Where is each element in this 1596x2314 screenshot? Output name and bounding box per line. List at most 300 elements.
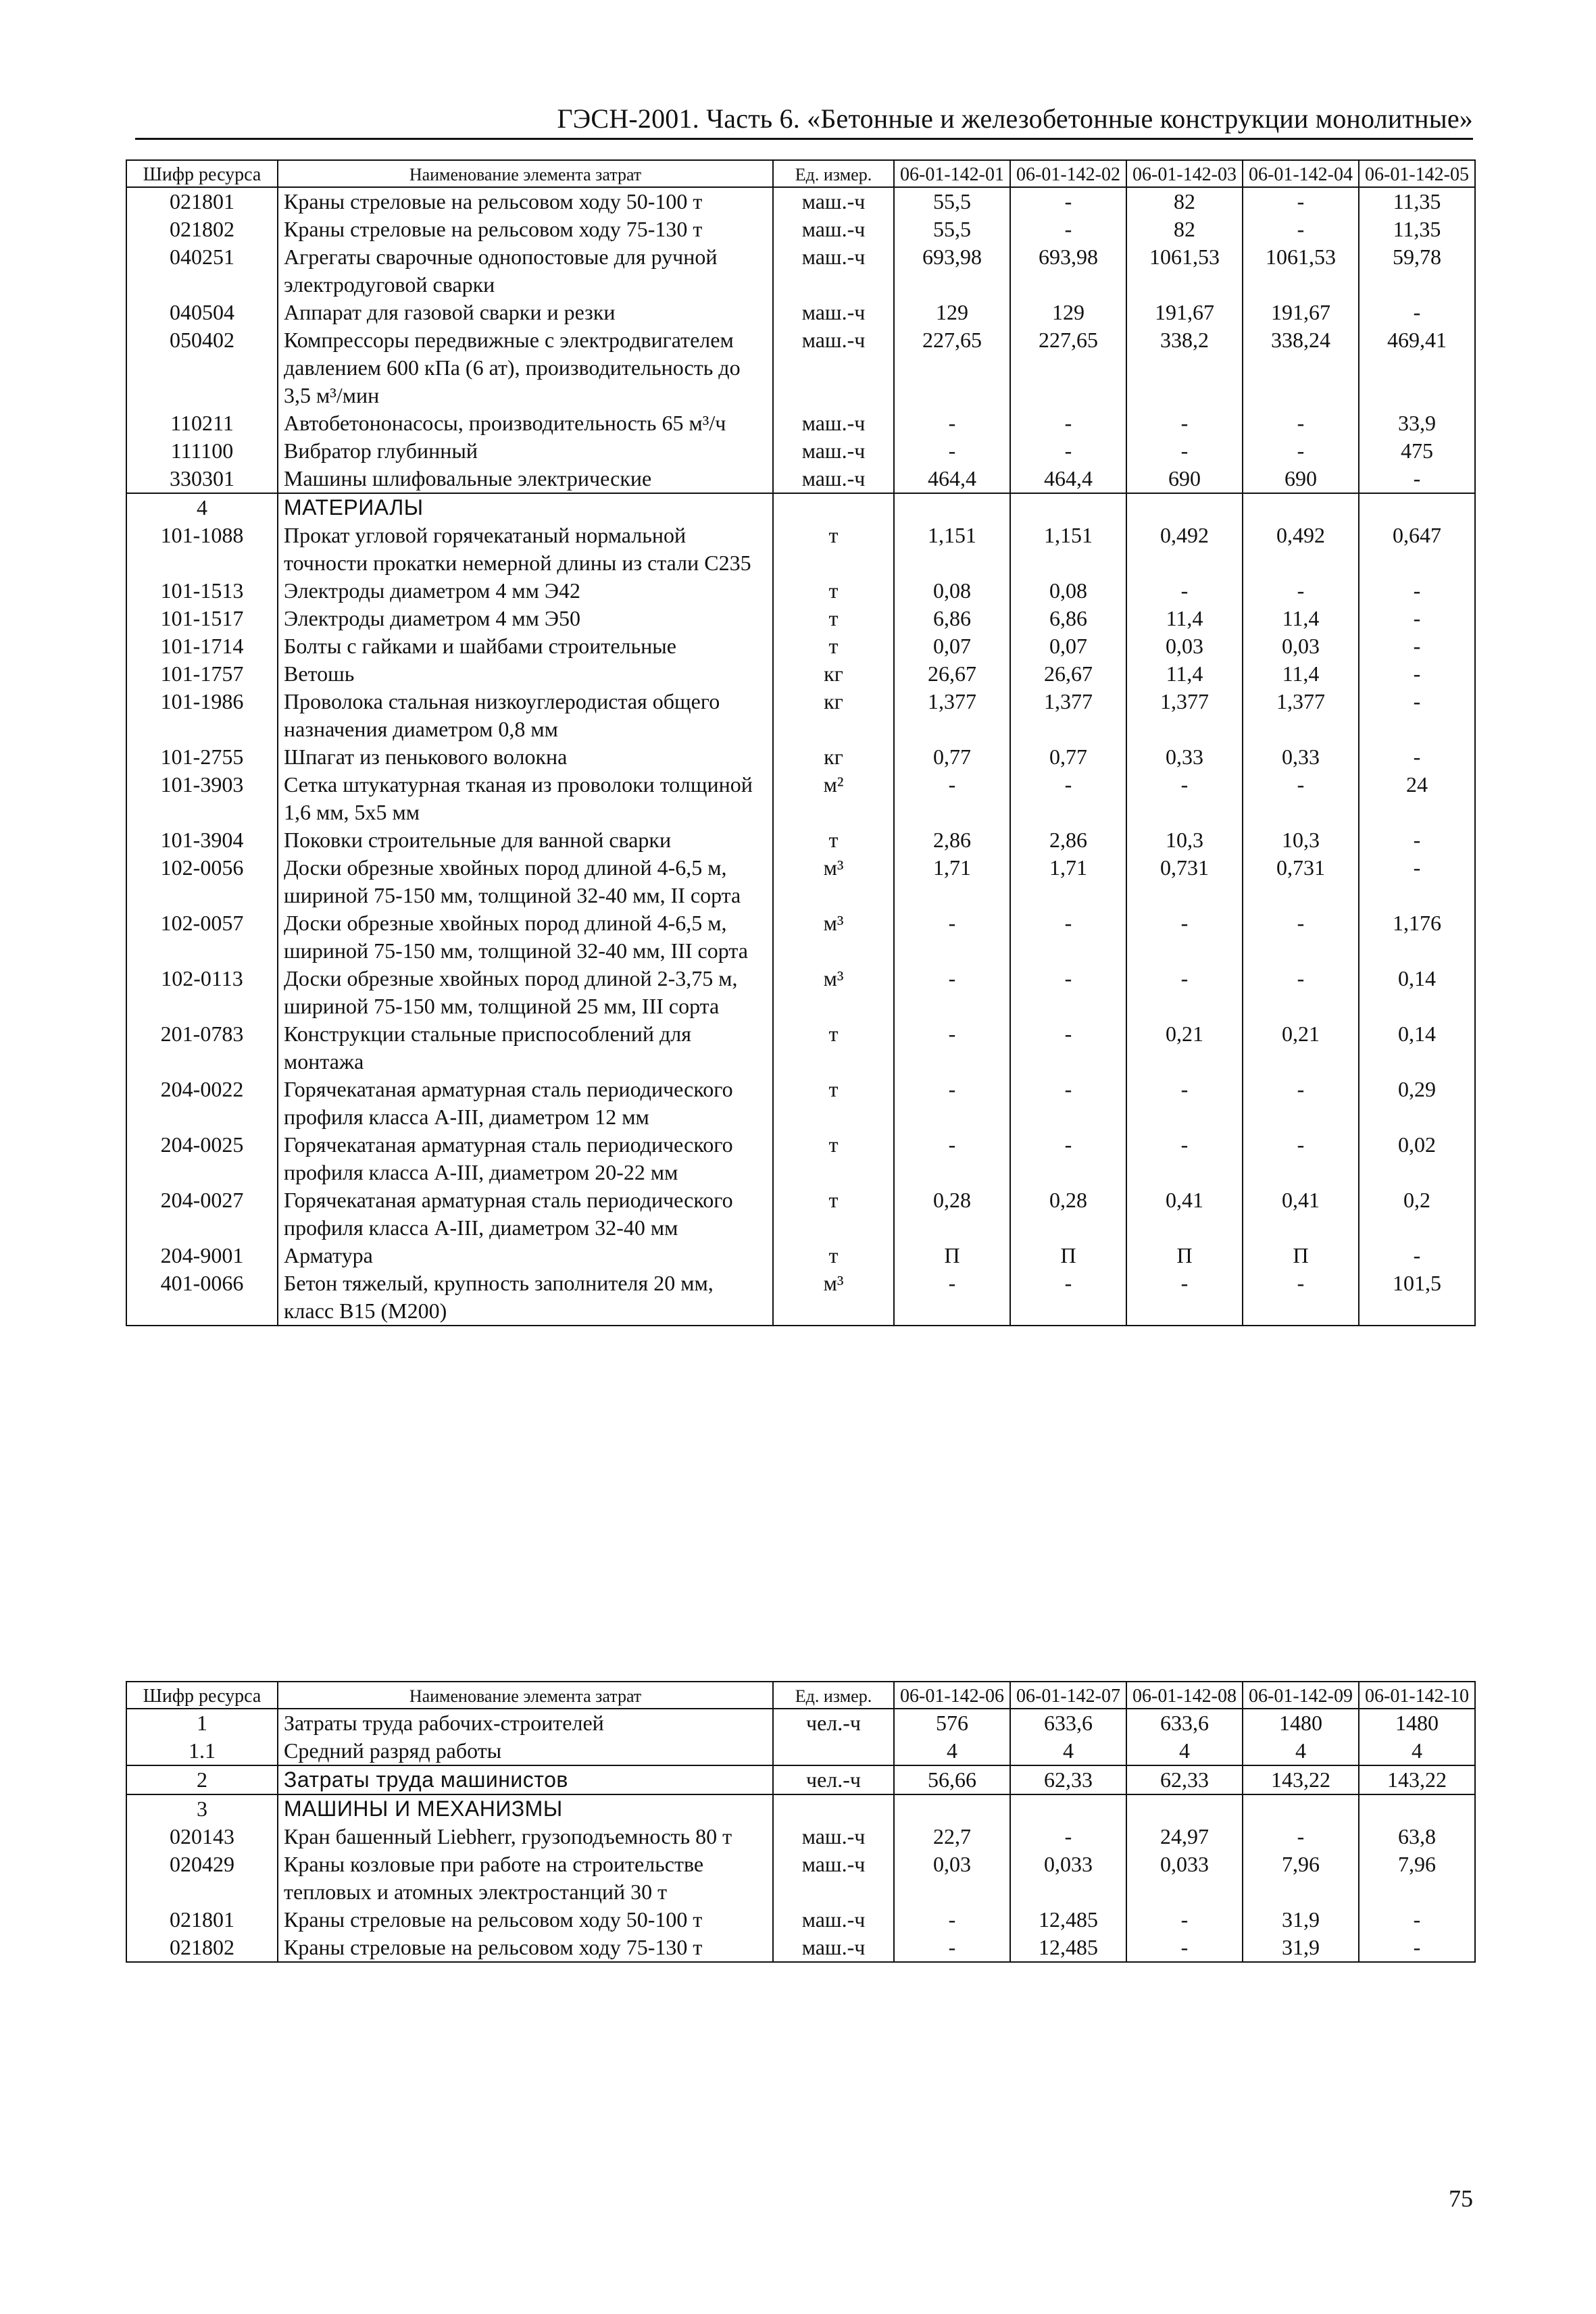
resource-name: Краны стреловые на рельсовом ходу 50-100 т: [278, 1906, 773, 1934]
resource-value: П: [894, 1242, 1010, 1269]
resource-value: -: [894, 1131, 1010, 1186]
resource-value: 690: [1243, 465, 1359, 493]
resource-code: 102-0056: [126, 854, 278, 909]
resource-value: 1,151: [1010, 522, 1126, 577]
resource-value: 22,7: [894, 1823, 1010, 1851]
resource-value: [894, 493, 1010, 522]
resource-name: Ветошь: [278, 660, 773, 688]
resource-value: 0,08: [1010, 577, 1126, 605]
resource-code: 101-1714: [126, 632, 278, 660]
table-row: [126, 437, 1475, 465]
resource-value: 129: [894, 299, 1010, 326]
resource-value: 0,77: [894, 743, 1010, 771]
section-row: [126, 493, 1475, 522]
resource-value: П: [1126, 1242, 1243, 1269]
resource-value: -: [1010, 1131, 1126, 1186]
resource-name: Краны стреловые на рельсовом ходу 75-130 т: [278, 1934, 773, 1962]
resource-unit: маш.-ч: [773, 465, 894, 493]
resource-value: -: [1359, 299, 1475, 326]
resource-code: 040504: [126, 299, 278, 326]
resource-value: -: [894, 409, 1010, 437]
resource-value: 690: [1126, 465, 1243, 493]
resource-name: Средний разряд работы: [278, 1737, 773, 1765]
table-row: [126, 326, 1475, 409]
resource-value: -: [1243, 1269, 1359, 1326]
table-header: [126, 160, 1475, 187]
resource-value: -: [1126, 409, 1243, 437]
resource-code: 110211: [126, 409, 278, 437]
resource-value: -: [1010, 965, 1126, 1020]
resource-unit: маш.-ч: [773, 409, 894, 437]
resource-name: Болты с гайками и шайбами строительные: [278, 632, 773, 660]
resource-unit: маш.-ч: [773, 187, 894, 216]
resource-unit: т: [773, 1020, 894, 1076]
resource-value: -: [1359, 688, 1475, 743]
resource-value: 10,3: [1126, 826, 1243, 854]
resource-code: 020143: [126, 1823, 278, 1851]
resource-code: 1.1: [126, 1737, 278, 1765]
resource-name: Компрессоры передвижные с электродвигателем давлением 600 кПа (6 ат), производительность до 3,5 м³/мин: [278, 326, 773, 409]
resource-unit: т: [773, 1242, 894, 1269]
resource-value: 1,71: [1010, 854, 1126, 909]
resource-value: -: [1010, 771, 1126, 826]
resource-unit: кг: [773, 688, 894, 743]
table-row: [126, 243, 1475, 299]
resource-value: 0,03: [894, 1851, 1010, 1906]
resource-value: 464,4: [894, 465, 1010, 493]
resource-name: Сетка штукатурная тканая из проволоки толщиной 1,6 мм, 5х5 мм: [278, 771, 773, 826]
resource-value: 0,647: [1359, 522, 1475, 577]
resource-code: 021801: [126, 1906, 278, 1934]
resource-value: -: [894, 1076, 1010, 1131]
resource-value: 1,151: [894, 522, 1010, 577]
resource-name: Автобетононасосы, производительность 65 м³/ч: [278, 409, 773, 437]
table-row: [126, 1709, 1475, 1737]
resource-value: -: [894, 965, 1010, 1020]
table-row: [126, 605, 1475, 632]
resource-value: 338,24: [1243, 326, 1359, 409]
resource-value: 4: [1243, 1737, 1359, 1765]
resource-value: 0,21: [1243, 1020, 1359, 1076]
resource-unit: м²: [773, 771, 894, 826]
resource-unit: т: [773, 1186, 894, 1242]
resource-value: -: [1359, 1906, 1475, 1934]
resource-unit: [773, 1794, 894, 1823]
resource-value: -: [1126, 965, 1243, 1020]
resource-code: 204-0027: [126, 1186, 278, 1242]
resource-unit: маш.-ч: [773, 1906, 894, 1934]
resource-code: 1: [126, 1709, 278, 1737]
resource-value: 469,41: [1359, 326, 1475, 409]
resource-value: 4: [1359, 1737, 1475, 1765]
resource-unit: м³: [773, 1269, 894, 1326]
resource-code: 204-0022: [126, 1076, 278, 1131]
resource-value: 693,98: [894, 243, 1010, 299]
resource-value: 0,41: [1243, 1186, 1359, 1242]
resource-value: 0,2: [1359, 1186, 1475, 1242]
resource-value: 33,9: [1359, 409, 1475, 437]
resource-value: -: [1359, 854, 1475, 909]
col-name-header: Наименование элемента затрат: [278, 160, 773, 187]
resource-code: 050402: [126, 326, 278, 409]
resource-value: [1010, 1794, 1126, 1823]
resource-value: -: [1126, 437, 1243, 465]
resource-value: -: [1126, 771, 1243, 826]
resource-code: 204-9001: [126, 1242, 278, 1269]
resource-value: -: [1126, 1076, 1243, 1131]
table-row: [126, 1823, 1475, 1851]
resource-value: 227,65: [894, 326, 1010, 409]
page-header-title: ГЭСН-2001. Часть 6. «Бетонные и железобетонные конструкции монолитные»: [557, 103, 1473, 134]
table-row: [126, 688, 1475, 743]
table-row: [126, 1906, 1475, 1934]
resource-value: 633,6: [1126, 1709, 1243, 1737]
table-row: [126, 522, 1475, 577]
section-row: [126, 1765, 1475, 1794]
resource-code: 021801: [126, 187, 278, 216]
resource-value: 82: [1126, 187, 1243, 216]
resource-value: -: [1010, 437, 1126, 465]
resource-value: -: [1359, 465, 1475, 493]
resource-value: 1,377: [894, 688, 1010, 743]
resource-value: -: [1126, 1934, 1243, 1962]
resource-value: 191,67: [1243, 299, 1359, 326]
table-row: [126, 409, 1475, 437]
resource-name: Доски обрезные хвойных пород длиной 2-3,75 м, шириной 75-150 мм, толщиной 25 мм, III сорта: [278, 965, 773, 1020]
resource-value: [1359, 493, 1475, 522]
resource-value: -: [894, 1934, 1010, 1962]
resource-name: Доски обрезные хвойных пород длиной 4-6,5 м, шириной 75-150 мм, толщиной 32-40 мм, III сорта: [278, 909, 773, 965]
resource-code: 021802: [126, 216, 278, 243]
resource-name: Прокат угловой горячекатаный нормальной точности прокатки немерной длины из стали С235: [278, 522, 773, 577]
resource-value: 4: [1010, 1737, 1126, 1765]
col-name-header: Наименование элемента затрат: [278, 1682, 773, 1709]
resource-value: 11,4: [1243, 660, 1359, 688]
resource-value: 0,28: [894, 1186, 1010, 1242]
resource-name: Затраты труда рабочих-строителей: [278, 1709, 773, 1737]
resource-value: 11,4: [1243, 605, 1359, 632]
resource-value: 11,35: [1359, 216, 1475, 243]
resource-value: -: [894, 1020, 1010, 1076]
col-value-header: 06-01-142-02: [1010, 160, 1126, 187]
resource-value: -: [1126, 1269, 1243, 1326]
resource-unit: маш.-ч: [773, 1823, 894, 1851]
resource-code: 101-1513: [126, 577, 278, 605]
resource-value: -: [1243, 771, 1359, 826]
resource-name: МАТЕРИАЛЫ: [278, 493, 773, 522]
table-row: [126, 854, 1475, 909]
resource-value: 464,4: [1010, 465, 1126, 493]
col-value-header: 06-01-142-09: [1243, 1682, 1359, 1709]
resource-value: 1061,53: [1126, 243, 1243, 299]
resource-value: 0,033: [1126, 1851, 1243, 1906]
resource-code: 021802: [126, 1934, 278, 1962]
resource-name: Аппарат для газовой сварки и резки: [278, 299, 773, 326]
resource-value: 0,33: [1243, 743, 1359, 771]
resource-name: МАШИНЫ И МЕХАНИЗМЫ: [278, 1794, 773, 1823]
resource-value: 11,35: [1359, 187, 1475, 216]
resource-name: Горячекатаная арматурная сталь периодического профиля класса А-III, диаметром 20-22 мм: [278, 1131, 773, 1186]
resource-value: 24: [1359, 771, 1475, 826]
resource-code: 401-0066: [126, 1269, 278, 1326]
resource-value: 2,86: [894, 826, 1010, 854]
resource-value: 0,14: [1359, 1020, 1475, 1076]
resource-value: [1126, 1794, 1243, 1823]
resource-value: 1,377: [1126, 688, 1243, 743]
resource-name: Горячекатаная арматурная сталь периодического профиля класса А-III, диаметром 12 мм: [278, 1076, 773, 1131]
resource-value: [894, 1794, 1010, 1823]
resource-name: Краны стреловые на рельсовом ходу 75-130 т: [278, 216, 773, 243]
table-row: [126, 1269, 1475, 1326]
resource-value: 338,2: [1126, 326, 1243, 409]
resource-value: 0,41: [1126, 1186, 1243, 1242]
resource-value: -: [894, 437, 1010, 465]
resource-value: 6,86: [1010, 605, 1126, 632]
resource-unit: т: [773, 826, 894, 854]
resource-value: -: [1359, 1934, 1475, 1962]
resource-value: -: [1010, 1823, 1126, 1851]
resource-value: 63,8: [1359, 1823, 1475, 1851]
resource-code: 2: [126, 1765, 278, 1794]
resource-value: 693,98: [1010, 243, 1126, 299]
resource-value: 0,02: [1359, 1131, 1475, 1186]
resource-value: 475: [1359, 437, 1475, 465]
resource-value: -: [1359, 1242, 1475, 1269]
resource-value: -: [1359, 660, 1475, 688]
table-row: [126, 1020, 1475, 1076]
resource-value: -: [1359, 743, 1475, 771]
resource-value: -: [1243, 965, 1359, 1020]
table-row: [126, 909, 1475, 965]
resource-value: -: [1359, 826, 1475, 854]
table-row: [126, 1131, 1475, 1186]
table-row: [126, 216, 1475, 243]
table-row: [126, 1186, 1475, 1242]
resource-value: -: [1010, 216, 1126, 243]
resource-value: [1359, 1794, 1475, 1823]
resource-code: 3: [126, 1794, 278, 1823]
resource-value: 4: [1126, 1737, 1243, 1765]
resource-code: 102-0113: [126, 965, 278, 1020]
resource-value: 0,492: [1126, 522, 1243, 577]
resource-value: 11,4: [1126, 605, 1243, 632]
resource-value: 12,485: [1010, 1906, 1126, 1934]
table-row: [126, 826, 1475, 854]
resource-value: -: [894, 771, 1010, 826]
resource-value: 7,96: [1359, 1851, 1475, 1906]
resource-code: 204-0025: [126, 1131, 278, 1186]
resource-value: -: [1126, 1906, 1243, 1934]
resource-code: 101-1986: [126, 688, 278, 743]
table-row: [126, 1076, 1475, 1131]
resource-value: 143,22: [1243, 1765, 1359, 1794]
resource-value: 129: [1010, 299, 1126, 326]
resource-value: -: [1010, 1076, 1126, 1131]
resource-code: 102-0057: [126, 909, 278, 965]
resource-value: 59,78: [1359, 243, 1475, 299]
resource-value: 0,731: [1243, 854, 1359, 909]
table-row: [126, 299, 1475, 326]
col-value-header: 06-01-142-08: [1126, 1682, 1243, 1709]
resource-table-2: [126, 1681, 1476, 1963]
resource-value: -: [1243, 577, 1359, 605]
resource-value: 62,33: [1126, 1765, 1243, 1794]
resource-name: Поковки строительные для ванной сварки: [278, 826, 773, 854]
resource-name: Проволока стальная низкоуглеродистая общего назначения диаметром 0,8 мм: [278, 688, 773, 743]
resource-value: -: [1126, 909, 1243, 965]
resource-value: [1243, 1794, 1359, 1823]
resource-value: 1,377: [1243, 688, 1359, 743]
resource-value: 1480: [1243, 1709, 1359, 1737]
resource-value: 31,9: [1243, 1934, 1359, 1962]
resource-unit: маш.-ч: [773, 437, 894, 465]
resource-code: 101-1757: [126, 660, 278, 688]
resource-value: 143,22: [1359, 1765, 1475, 1794]
resource-value: -: [1359, 632, 1475, 660]
resource-value: 1061,53: [1243, 243, 1359, 299]
resource-value: -: [1243, 409, 1359, 437]
resource-value: 633,6: [1010, 1709, 1126, 1737]
resource-value: 82: [1126, 216, 1243, 243]
resource-value: 56,66: [894, 1765, 1010, 1794]
resource-value: -: [1243, 1076, 1359, 1131]
col-code-header: Шифр ресурса: [126, 160, 278, 187]
resource-code: 020429: [126, 1851, 278, 1906]
resource-value: 1,377: [1010, 688, 1126, 743]
table-row: [126, 1934, 1475, 1962]
resource-value: 191,67: [1126, 299, 1243, 326]
resource-value: 0,29: [1359, 1076, 1475, 1131]
resource-value: П: [1010, 1242, 1126, 1269]
resource-value: 0,03: [1243, 632, 1359, 660]
resource-unit: т: [773, 522, 894, 577]
resource-unit: маш.-ч: [773, 299, 894, 326]
resource-value: 26,67: [894, 660, 1010, 688]
resource-name: Краны козловые при работе на строительстве тепловых и атомных электростанций 30 т: [278, 1851, 773, 1906]
resource-value: 0,03: [1126, 632, 1243, 660]
resource-code: 330301: [126, 465, 278, 493]
resource-name: Кран башенный Liebherr, грузоподъемность 80 т: [278, 1823, 773, 1851]
resource-value: 11,4: [1126, 660, 1243, 688]
resource-value: 1,176: [1359, 909, 1475, 965]
table-row: [126, 660, 1475, 688]
table-row: [126, 1737, 1475, 1765]
resource-value: 0,28: [1010, 1186, 1126, 1242]
resource-code: 101-3903: [126, 771, 278, 826]
resource-unit: т: [773, 1076, 894, 1131]
resource-value: 55,5: [894, 216, 1010, 243]
resource-name: Шпагат из пенькового волокна: [278, 743, 773, 771]
col-value-header: 06-01-142-03: [1126, 160, 1243, 187]
resource-name: Горячекатаная арматурная сталь периодического профиля класса А-III, диаметром 32-40 мм: [278, 1186, 773, 1242]
resource-unit: маш.-ч: [773, 1851, 894, 1906]
resource-value: [1243, 493, 1359, 522]
col-value-header: 06-01-142-01: [894, 160, 1010, 187]
resource-value: 0,492: [1243, 522, 1359, 577]
resource-value: -: [894, 909, 1010, 965]
resource-unit: маш.-ч: [773, 326, 894, 409]
resource-unit: чел.-ч: [773, 1765, 894, 1794]
resource-unit: маш.-ч: [773, 216, 894, 243]
resource-name: Краны стреловые на рельсовом ходу 50-100 т: [278, 187, 773, 216]
resource-value: -: [1010, 1020, 1126, 1076]
resource-value: 101,5: [1359, 1269, 1475, 1326]
resource-value: -: [1126, 577, 1243, 605]
resource-name: Доски обрезные хвойных пород длиной 4-6,5 м, шириной 75-150 мм, толщиной 32-40 мм, II сорта: [278, 854, 773, 909]
resource-value: 31,9: [1243, 1906, 1359, 1934]
resource-unit: маш.-ч: [773, 243, 894, 299]
section-row: [126, 1794, 1475, 1823]
page-header: [135, 100, 1473, 140]
resource-unit: чел.-ч: [773, 1709, 894, 1737]
table-row: [126, 771, 1475, 826]
resource-unit: маш.-ч: [773, 1934, 894, 1962]
col-value-header: 06-01-142-06: [894, 1682, 1010, 1709]
resource-value: -: [1243, 909, 1359, 965]
col-unit-header: Ед. измер.: [773, 1682, 894, 1709]
resource-unit: [773, 493, 894, 522]
resource-value: 0,14: [1359, 965, 1475, 1020]
resource-value: -: [894, 1269, 1010, 1326]
resource-value: -: [1010, 409, 1126, 437]
resource-value: 576: [894, 1709, 1010, 1737]
resource-value: 55,5: [894, 187, 1010, 216]
resource-value: -: [1243, 187, 1359, 216]
col-value-header: 06-01-142-04: [1243, 160, 1359, 187]
table-row: [126, 632, 1475, 660]
resource-unit: т: [773, 605, 894, 632]
resource-unit: м³: [773, 854, 894, 909]
table-row: [126, 465, 1475, 493]
table-row: [126, 577, 1475, 605]
col-code-header: Шифр ресурса: [126, 1682, 278, 1709]
resource-code: 4: [126, 493, 278, 522]
table-row: [126, 965, 1475, 1020]
table-body: [126, 187, 1475, 1326]
resource-value: 0,77: [1010, 743, 1126, 771]
resource-unit: [773, 1737, 894, 1765]
resource-code: 101-1088: [126, 522, 278, 577]
resource-value: 2,86: [1010, 826, 1126, 854]
resource-code: 040251: [126, 243, 278, 299]
resource-value: 0,033: [1010, 1851, 1126, 1906]
resource-value: 0,731: [1126, 854, 1243, 909]
resource-name: Электроды диаметром 4 мм Э42: [278, 577, 773, 605]
resource-value: -: [1359, 577, 1475, 605]
resource-value: 24,97: [1126, 1823, 1243, 1851]
resource-value: -: [1243, 1823, 1359, 1851]
resource-unit: м³: [773, 965, 894, 1020]
resource-name: Бетон тяжелый, крупность заполнителя 20 мм, класс В15 (М200): [278, 1269, 773, 1326]
resource-value: 227,65: [1010, 326, 1126, 409]
resource-value: П: [1243, 1242, 1359, 1269]
resource-name: Затраты труда машинистов: [278, 1765, 773, 1794]
table-header: [126, 1682, 1475, 1709]
resource-value: 10,3: [1243, 826, 1359, 854]
resource-name: Машины шлифовальные электрические: [278, 465, 773, 493]
resource-value: -: [1126, 1131, 1243, 1186]
resource-name: Вибратор глубинный: [278, 437, 773, 465]
resource-value: -: [894, 1906, 1010, 1934]
resource-value: 1480: [1359, 1709, 1475, 1737]
col-value-header: 06-01-142-07: [1010, 1682, 1126, 1709]
resource-unit: кг: [773, 660, 894, 688]
resource-value: -: [1010, 1269, 1126, 1326]
resource-name: Конструкции стальные приспособлений для монтажа: [278, 1020, 773, 1076]
resource-value: 62,33: [1010, 1765, 1126, 1794]
resource-value: 0,33: [1126, 743, 1243, 771]
table-row: [126, 187, 1475, 216]
